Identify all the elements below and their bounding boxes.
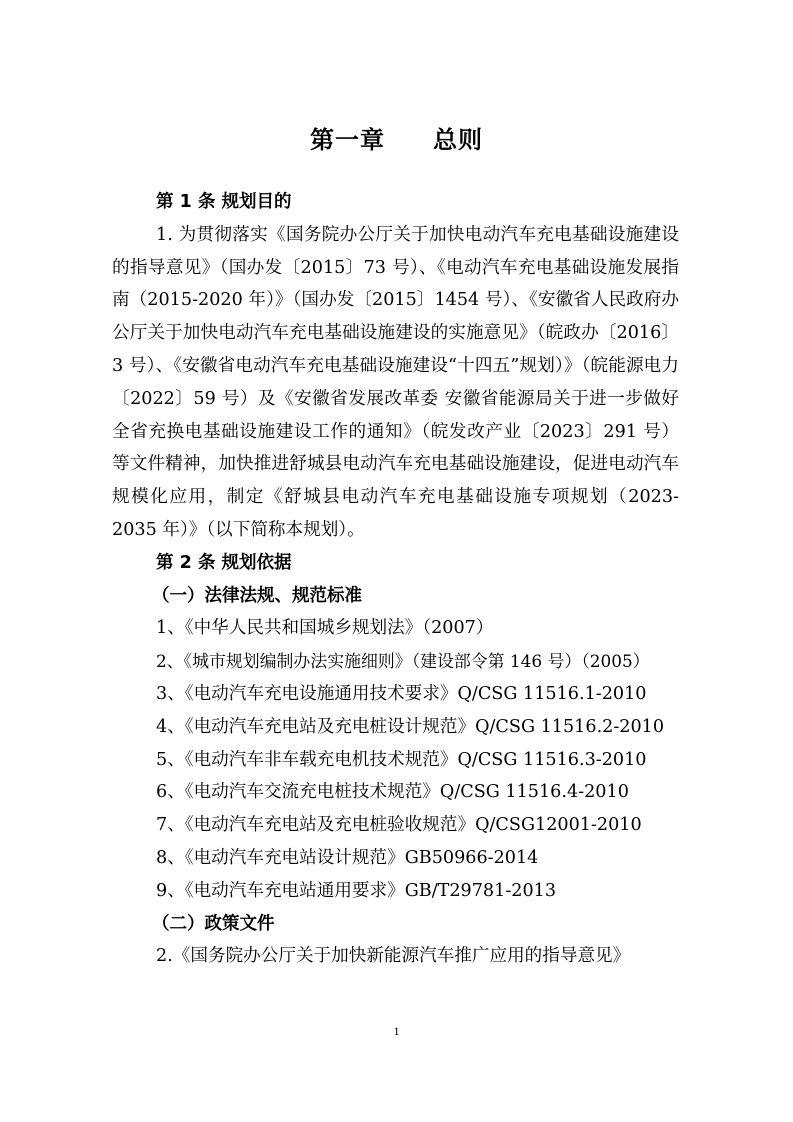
list-item: 1、《中华人民共和国城乡规划法》（2007） [156, 618, 494, 639]
chapter-name: 总则 [433, 126, 483, 154]
section-policy-title: （二）政策文件 [152, 913, 275, 934]
chapter-number: 第一章 [310, 126, 385, 154]
list-item: 5、《电动汽车非车载充电机技术规范》Q/CSG 11516.3-2010 [156, 749, 647, 770]
article-1-paragraph: 1. 为贯彻落实《国务院办公厅关于加快电动汽车充电基础设施建设的指导意见》（国办发〔2015〕73 号）、《电动汽车充电基础设施发展指南（2015-2020 年）》（国办发〔2015〕1454 号）、《安徽省人民政府办公厅关于加快电动汽车充电基础设施建设的实施意见》（皖政办〔2016〕3 号）、《安徽省电动汽车充电基础设施建设“十四五”规划）》（皖能源电力〔2022〕59 号）及《安徽省发展改革委 安徽省能源局关于进一步做好全省充换电基础设施建设工作的通知》（皖发改产业〔2023〕291 号）等文件精神，加快推进舒城县电动汽车充电基础设施建设，促进电动汽车规模化应用，制定《舒城县电动汽车充电基础设施专项规划（2023-2035 年）》（以下简称本规划）。 [112, 224, 679, 540]
main-content [112, 186, 679, 973]
list-item: 8、《电动汽车充电站设计规范》GB50966-2014 [156, 847, 539, 868]
chapter-title [0, 120, 793, 155]
list-item: 6、《电动汽车交流充电桩技术规范》Q/CSG 11516.4-2010 [156, 782, 629, 803]
list-item: 2、《城市规划编制办法实施细则》（建设部令第 146 号）（2005） [156, 651, 650, 672]
list-item: 9、《电动汽车充电站通用要求》GB/T29781-2013 [156, 880, 557, 901]
list-item: 2.《国务院办公厅关于加快新能源汽车推广应用的指导意见》 [156, 946, 631, 967]
list-item: 7、《电动汽车充电站及充电桩验收规范》Q/CSG12001-2010 [156, 815, 642, 836]
list-item: 4、《电动汽车充电站及充电桩设计规范》Q/CSG 11516.2-2010 [156, 716, 665, 737]
section-laws-title: （一）法律法规、规范标准 [152, 585, 362, 606]
article-1-heading: 第 1 条 规划目的 [156, 192, 292, 212]
article-2-heading: 第 2 条 规划依据 [156, 552, 292, 573]
page-number: 1 [393, 1024, 400, 1038]
list-item: 3、《电动汽车充电设施通用技术要求》Q/CSG 11516.1-2010 [156, 683, 647, 704]
